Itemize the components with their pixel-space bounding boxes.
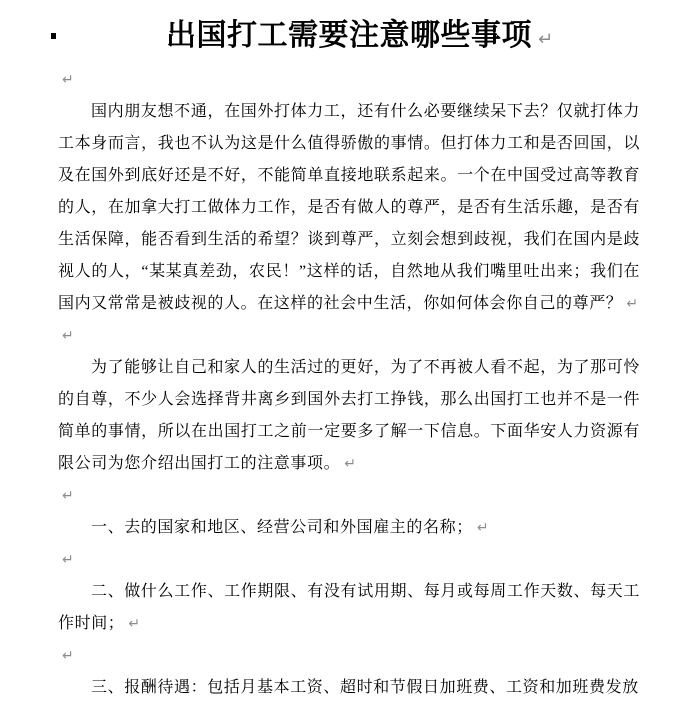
- empty-paragraph[interactable]: ↵: [62, 552, 74, 568]
- empty-paragraph[interactable]: ↵: [62, 648, 74, 664]
- document-title[interactable]: 出国打工需要注意哪些事项 ↵: [166, 19, 554, 52]
- document-title-text: 出国打工需要注意哪些事项: [166, 19, 532, 52]
- empty-paragraph[interactable]: ↵: [62, 488, 74, 504]
- list-item-2-work-terms[interactable]: 二、做什么工作、工作期限、有没有试用期、每月或每周工作天数、每天工作时间； ↵: [58, 583, 640, 632]
- black-square-mark-icon: [51, 33, 56, 39]
- paragraph-text: 国内朋友想不通，在国外打体力工，还有什么必要继续呆下去？仅就打体力工本身而言，我也不认为这是什么值得骄傲的事情。但打体力工和是否回国，以及在国外到底好还是不好，不能简单直接地联系起来。一个在中国受过高等教育的人，在加拿大打工做体力工作，是否有做人的尊严，是否有生活乐趣，是否有生活保障，能否看到生活的希望？谈到尊严，立刻会想到歧视，我们在国内是歧视人的人，“某某真差劲，农民！”这样的话，自然地从我们嘴里吐出来；我们在国内又常常是被歧视的人。在这样的社会中生活，你如何体会你自己的尊严？: [58, 103, 640, 312]
- empty-paragraph[interactable]: ↵: [62, 72, 74, 88]
- paragraph-text: 为了能够让自己和家人的生活过的更好，为了不再被人看不起，为了那可怜的自尊，不少人会选择背井离乡到国外去打工挣钱，那么出国打工也并不是一件简单的事情，所以在出国打工之前一定要多了解一下信息。下面华安人力资源有限公司为您介绍出国打工的注意事项。: [58, 359, 640, 472]
- paragraph-text: 三、报酬待遇：包括月基本工资、超时和节假日加班费、工资和加班费发放: [91, 679, 639, 696]
- paragraph-reason[interactable]: 为了能够让自己和家人的生活过的更好，为了不再被人看不起，为了那可怜的自尊，不少人会选择背井离乡到国外去打工挣钱，那么出国打工也并不是一件简单的事情，所以在出国打工之前一定要多了解一下信息。下面华安人力资源有限公司为您介绍出国打工的注意事项。 ↵: [58, 359, 640, 472]
- list-item-1-countries[interactable]: 一、去的国家和地区、经营公司和外国雇主的名称； ↵: [91, 519, 489, 536]
- paragraph-text: 二、做什么工作、工作期限、有没有试用期、每月或每周工作天数、每天工作时间；: [58, 583, 640, 632]
- paragraph-intro[interactable]: 国内朋友想不通，在国外打体力工，还有什么必要继续呆下去？仅就打体力工本身而言，我也不认为这是什么值得骄傲的事情。但打体力工和是否回国，以及在国外到底好还是不好，不能简单直接地联系起来。一个在中国受过高等教育的人，在加拿大打工做体力工作，是否有做人的尊严，是否有生活乐趣，是否有生活保障，能否看到生活的希望？谈到尊严，立刻会想到歧视，我们在国内是歧视人的人，“某某真差劲，农民！”这样的话，自然地从我们嘴里吐出来；我们在国内又常常是被歧视的人。在这样的社会中生活，你如何体会你自己的尊严？ ↵: [58, 103, 640, 312]
- document-body: [58, 0, 640, 702]
- paragraph-text: 一、去的国家和地区、经营公司和外国雇主的名称；: [91, 519, 473, 536]
- list-item-3-pay[interactable]: [58, 672, 640, 702]
- empty-paragraph[interactable]: ↵: [62, 328, 74, 344]
